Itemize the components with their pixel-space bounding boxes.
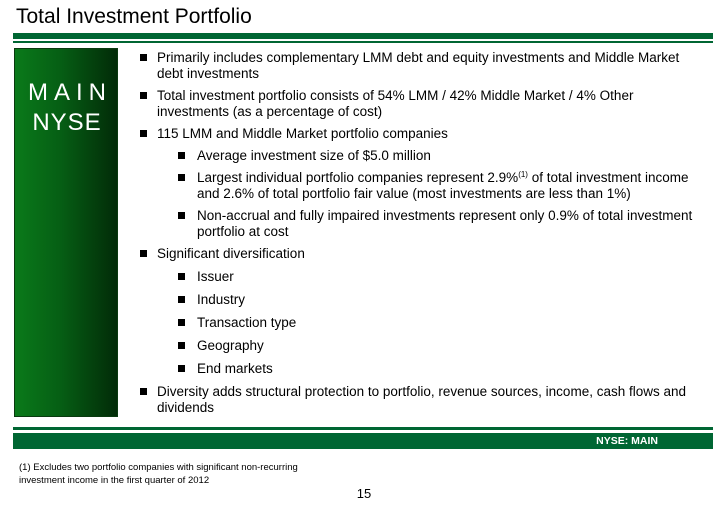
ticker-box xyxy=(14,48,118,417)
square-bullet-icon xyxy=(140,130,147,137)
bullet-text: Total investment portfolio consists of 54% LMM / 42% Middle Market / 4% Other investments (as a percentage of cost) xyxy=(157,88,634,119)
square-bullet-icon xyxy=(178,296,185,303)
footer-bar xyxy=(13,433,713,449)
list-item xyxy=(138,208,708,240)
square-bullet-icon xyxy=(140,54,147,61)
list-item xyxy=(138,269,708,285)
bullet-text-part: of total investment income and 2.6% of total portfolio fair value (most investments are less than 1%) xyxy=(197,170,689,201)
list-item xyxy=(138,338,708,354)
square-bullet-icon xyxy=(140,388,147,395)
list-item xyxy=(138,246,708,262)
bullet-list xyxy=(138,50,708,416)
bullet-text: Average investment size of $5.0 million xyxy=(197,148,431,163)
list-item xyxy=(138,361,708,377)
footer-ticker-label: NYSE: MAIN xyxy=(596,435,658,447)
list-item xyxy=(138,170,708,202)
square-bullet-icon xyxy=(140,250,147,257)
bullet-text: Significant diversification xyxy=(157,246,305,261)
footnote: (1) Excludes two portfolio companies with significant non-recurring investment income in the first quarter of 2012 xyxy=(19,462,298,486)
bullet-text: Diversity adds structural protection to portfolio, revenue sources, income, cash flows and dividends xyxy=(157,384,686,415)
list-item xyxy=(138,292,708,308)
square-bullet-icon xyxy=(178,273,185,280)
ticker-symbol: MAIN xyxy=(28,79,112,106)
square-bullet-icon xyxy=(178,212,185,219)
square-bullet-icon xyxy=(178,152,185,159)
square-bullet-icon xyxy=(140,92,147,99)
square-bullet-icon xyxy=(178,365,185,372)
bullet-text: Transaction type xyxy=(197,315,297,330)
bullet-text: Primarily includes complementary LMM debt and equity investments and Middle Market debt investments xyxy=(157,50,680,81)
title-rule-thick xyxy=(13,33,713,39)
bullet-text: Industry xyxy=(197,292,246,307)
bullet-text: End markets xyxy=(197,361,273,376)
slide-title: Total Investment Portfolio xyxy=(16,5,252,28)
square-bullet-icon xyxy=(178,342,185,349)
bullet-text: Issuer xyxy=(197,269,234,284)
page-number: 15 xyxy=(356,486,372,501)
ticker-exchange: NYSE xyxy=(32,109,102,136)
footnote-marker: (1) xyxy=(518,170,528,179)
list-item xyxy=(138,50,708,82)
title-rule-thin xyxy=(13,41,713,43)
square-bullet-icon xyxy=(178,319,185,326)
list-item xyxy=(138,315,708,331)
bullet-text: 115 LMM and Middle Market portfolio companies xyxy=(157,126,448,141)
list-item xyxy=(138,88,708,120)
list-item xyxy=(138,148,708,164)
bullet-text: Non-accrual and fully impaired investments represent only 0.9% of total investment portfolio at cost xyxy=(197,208,693,239)
list-item xyxy=(138,384,708,416)
square-bullet-icon xyxy=(178,174,185,181)
footer-rule xyxy=(13,427,713,430)
bullet-text: Geography xyxy=(197,338,264,353)
bullet-text-part: Largest individual portfolio companies represent 2.9% xyxy=(197,170,519,185)
list-item xyxy=(138,126,708,142)
